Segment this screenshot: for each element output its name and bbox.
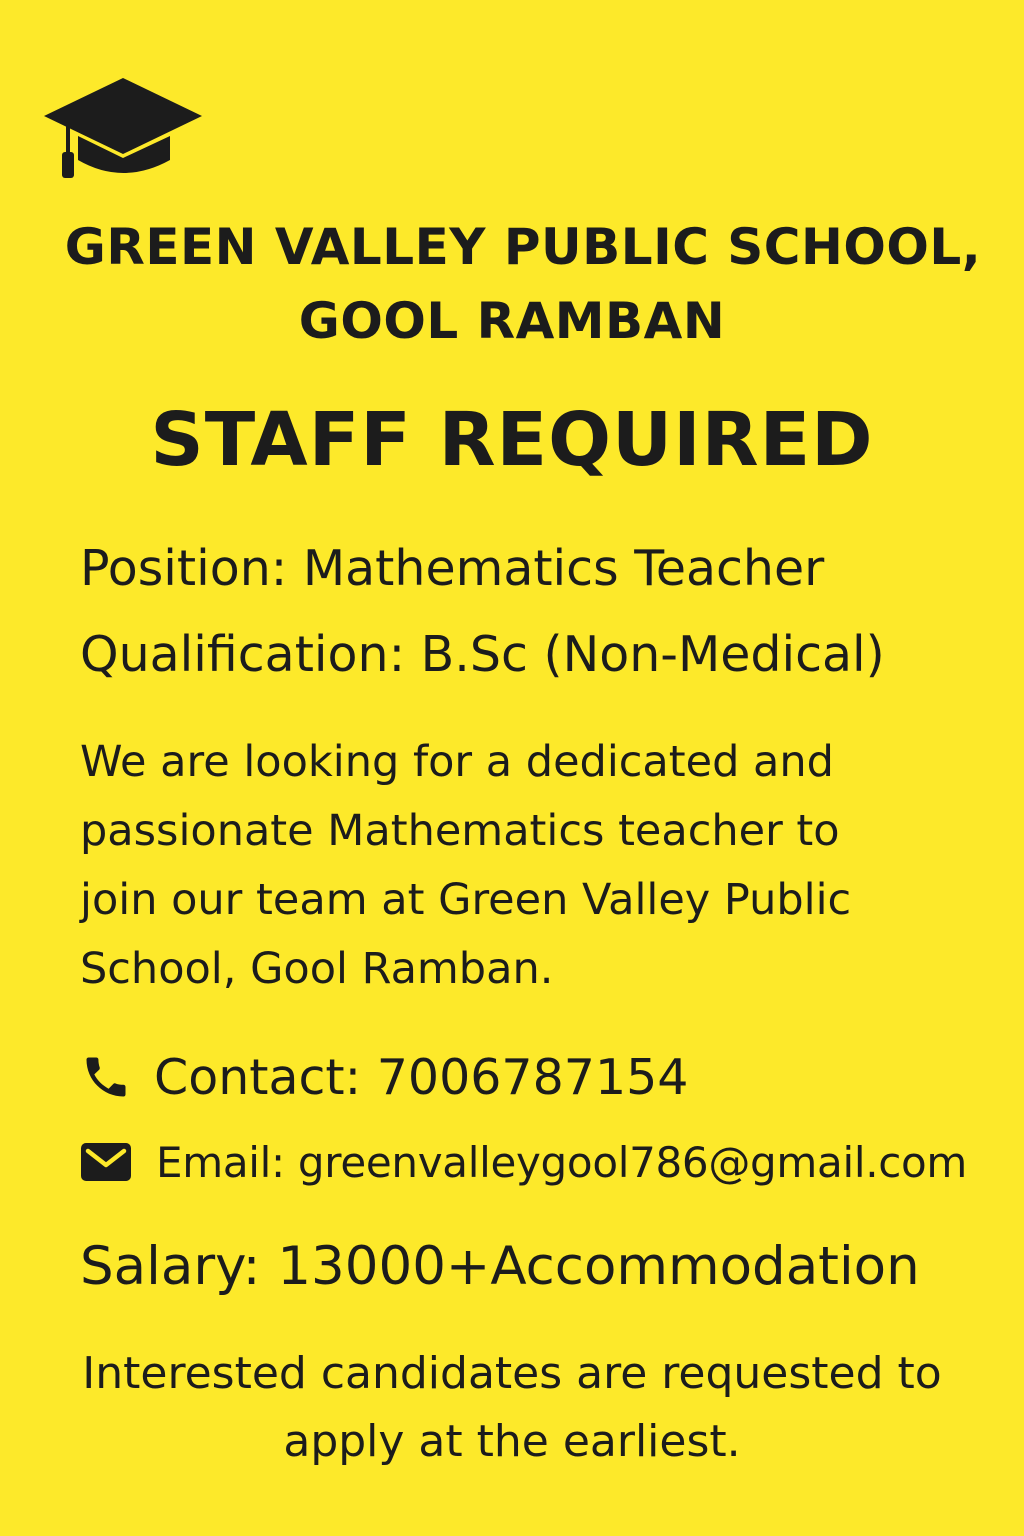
contact-row xyxy=(80,1044,688,1110)
position-line: Position: Mathematics Teacher xyxy=(80,540,825,597)
qualification-line: Qualification: B.Sc (Non-Medical) xyxy=(80,626,885,683)
closing-note xyxy=(0,1340,1024,1476)
description-line: School, Gool Ramban. xyxy=(80,944,554,994)
envelope-icon xyxy=(80,1142,132,1182)
job-description xyxy=(80,728,940,1004)
contact-phone: Contact: 7006787154 xyxy=(154,1048,689,1106)
closing-line1: Interested candidates are requested to xyxy=(82,1348,942,1399)
salary-line: Salary: 13000+Accommodation xyxy=(80,1236,920,1297)
contact-email: Email: greenvalleygool786@gmail.com xyxy=(156,1137,968,1187)
phone-icon xyxy=(80,1051,132,1103)
description-line: We are looking for a dedicated and xyxy=(80,737,834,787)
email-row xyxy=(80,1132,967,1192)
graduation-cap-icon xyxy=(42,74,204,182)
school-name xyxy=(0,210,1024,358)
school-name-line2: GOOL RAMBAN xyxy=(298,292,726,350)
headline: STAFF REQUIRED xyxy=(150,397,874,483)
description-line: passionate Mathematics teacher to xyxy=(80,806,840,856)
description-line: join our team at Green Valley Public xyxy=(80,875,852,925)
school-name-line1: GREEN VALLEY PUBLIC SCHOOL, xyxy=(64,218,982,276)
closing-line2: apply at the earliest. xyxy=(283,1416,741,1467)
